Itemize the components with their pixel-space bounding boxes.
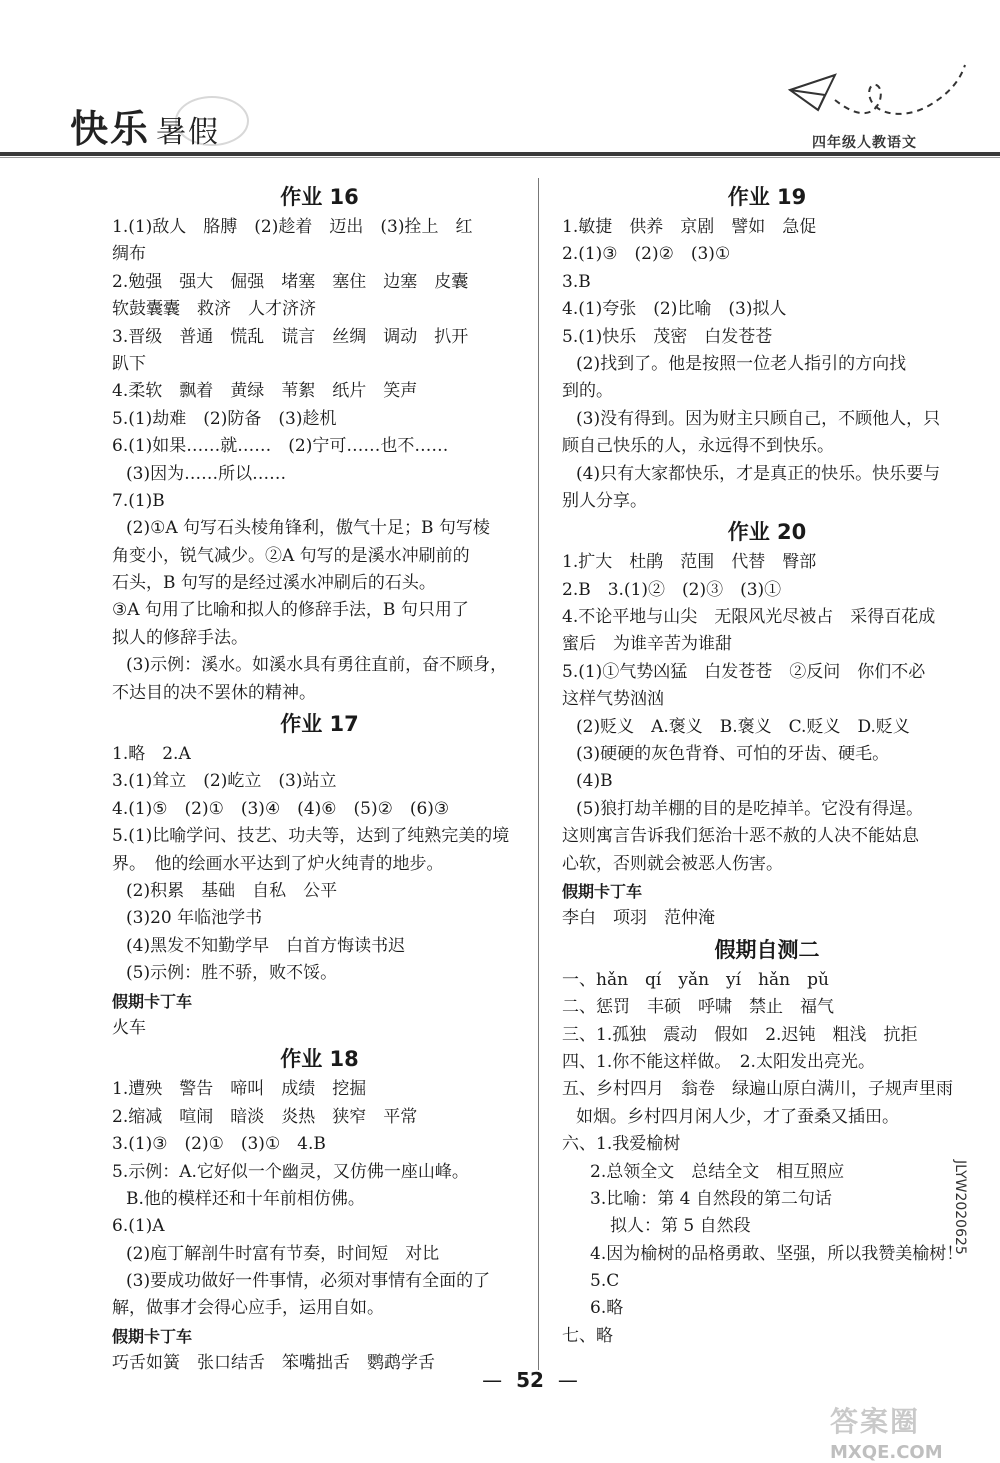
answer-line: 拟人的修辞手法。 — [112, 627, 248, 648]
answer-line: 2.B 3.(1)② (2)③ (3)① — [562, 579, 782, 600]
subsection-heading: 假期卡丁车 — [562, 881, 643, 901]
answer-line: 2.勉强 强大 倔强 堵塞 塞住 边塞 皮囊 — [112, 271, 469, 292]
answer-line: 4.(1)夸张 (2)比喻 (3)拟人 — [562, 299, 787, 320]
header-rule-thin — [0, 157, 1000, 158]
answer-line: 别人分享。 — [562, 490, 647, 511]
answer-line: 到的。 — [562, 381, 613, 402]
answer-line: 2.总领全文 总结全文 相互照应 — [590, 1161, 845, 1182]
answer-line: 3.(1)耸立 (2)屹立 (3)站立 — [112, 771, 337, 792]
answer-line: 7.(1)B — [112, 490, 165, 511]
answer-line: 心软，否则就会被恶人伤害。 — [562, 853, 783, 874]
answer-line: 1.扩大 杜鹃 范围 代替 臀部 — [562, 552, 817, 573]
answer-line: 6.(1)A — [112, 1216, 165, 1237]
answer-line: (4)只有大家都快乐，才是真正的快乐。快乐要与 — [576, 463, 941, 484]
answer-line: (2)贬义 A.褒义 B.褒义 C.贬义 D.贬义 — [576, 716, 910, 737]
answer-line: B.他的模样还和十年前相仿佛。 — [126, 1188, 365, 1209]
answer-line: 2.(1)③ (2)② (3)① — [562, 244, 731, 265]
header-rule — [0, 152, 1000, 156]
answer-line: 石头，B 句写的是经过溪水冲刷后的石头。 — [112, 573, 436, 594]
answer-line: (4)黑发不知勤学早 白首方悔读书迟 — [126, 935, 406, 956]
answer-line: 5.(1)比喻学问、技艺、功夫等，达到了纯熟完美的境 — [112, 826, 510, 847]
answer-line: 李白 项羽 范仲淹 — [562, 908, 715, 929]
answer-line: (3)要成功做好一件事情，必须对事情有全面的了 — [126, 1271, 491, 1292]
page-number: 52 — [516, 1368, 544, 1392]
answer-line: 5.(1)①气势凶猛 白发苍苍 ②反问 你们不必 — [562, 661, 926, 682]
answer-line: 巧舌如簧 张口结舌 笨嘴拙舌 鹦鹉学舌 — [112, 1353, 435, 1374]
page-header — [0, 0, 1000, 160]
answer-line: 一、hǎn qí yǎn yí hǎn pǔ — [562, 969, 829, 990]
subsection-heading: 假期卡丁车 — [112, 991, 193, 1011]
brand-text-main: 快乐 — [70, 107, 151, 151]
answer-line: (3)20 年临池学书 — [126, 908, 263, 929]
answer-line: 拟人：第 5 自然段 — [610, 1216, 751, 1237]
answer-line: (3)因为……所以…… — [126, 463, 287, 484]
section-title: 作业 20 — [727, 520, 807, 545]
answer-line: 不达目的决不罢休的精神。 — [112, 682, 316, 703]
answer-line: 解，做事才会得心应手，运用自如。 — [112, 1298, 384, 1319]
brand-text-sub: 暑假 — [156, 115, 221, 150]
answer-line: (5)狼打劫羊棚的目的是吃掉羊。它没有得逞。 — [576, 798, 924, 819]
section-title: 作业 17 — [280, 712, 359, 737]
answer-line: 5.示例：A.它好似一个幽灵，又仿佛一座山峰。 — [112, 1161, 469, 1182]
watermark-bottom: MXQE.COM — [830, 1442, 943, 1463]
answer-line: 1.略 2.A — [112, 744, 191, 765]
footer-dash-right: — — [557, 1368, 578, 1392]
answer-line: 二、惩罚 丰硕 呼啸 禁止 福气 — [562, 997, 834, 1018]
section-title: 作业 16 — [280, 185, 359, 209]
section-title: 作业 19 — [727, 185, 807, 209]
answer-line: 1.(1)敌人 胳膊 (2)趁着 迈出 (3)拴上 红 — [112, 217, 473, 237]
answers-left-column — [112, 180, 527, 1378]
section-title: 假期自测二 — [714, 937, 820, 962]
answer-line: (3)硬硬的灰色背脊、可怕的牙齿、硬毛。 — [576, 744, 890, 765]
answer-line: (2)积累 基础 自私 公平 — [126, 880, 338, 901]
answer-line: 如烟。乡村四月闲人少，才了蚕桑又插田。 — [576, 1106, 899, 1127]
paper-plane-icon — [780, 60, 980, 130]
answer-line: 5.C — [590, 1271, 620, 1292]
answer-line: 五、乡村四月 翁卷 绿遍山原白满川，子规声里雨 — [562, 1079, 953, 1100]
watermark-top: 答案圈 — [830, 1405, 921, 1438]
answer-line: 6.(1)如果……就…… (2)宁可……也不…… — [112, 436, 449, 457]
answer-line: 顾自己快乐的人，永远得不到快乐。 — [562, 436, 834, 457]
answer-line: (5)示例：胜不骄，败不馁。 — [126, 963, 338, 984]
answer-line: (2)庖丁解剖牛时富有节奏，时间短 对比 — [126, 1243, 440, 1264]
watermark-logo — [830, 1400, 943, 1463]
answers-right-column — [562, 180, 972, 1350]
answer-line: 火车 — [112, 1017, 146, 1038]
answer-line: ③A 句用了比喻和拟人的修辞手法，B 句只用了 — [112, 600, 469, 621]
section-title: 作业 18 — [280, 1047, 359, 1072]
answer-line: 3.比喻：第 4 自然段的第二句话 — [590, 1188, 832, 1209]
answer-line: 4.因为榆树的品格勇敢、坚强，所以我赞美榆树！ — [590, 1243, 964, 1264]
answer-line: 4.(1)⑤ (2)① (3)④ (4)⑥ (5)② (6)③ — [112, 798, 450, 819]
answer-line: (4)B — [576, 771, 613, 792]
footer-dash-left: — — [482, 1368, 503, 1392]
answer-line: 这样气势汹汹 — [562, 689, 664, 710]
answer-line: 3.B — [562, 271, 591, 292]
answer-line: (2)①A 句写石头棱角锋利，傲气十足；B 句写棱 — [126, 518, 490, 539]
answer-line: 三、1.孤独 震动 假如 2.迟钝 粗浅 抗拒 — [562, 1024, 918, 1045]
column-divider — [538, 178, 539, 1370]
answer-line: 3.(1)③ (2)① (3)① 4.B — [112, 1134, 326, 1155]
subsection-heading: 假期卡丁车 — [112, 1326, 193, 1346]
page-number-footer — [0, 1368, 1000, 1392]
answer-line: (2)找到了。他是按照一位老人指引的方向找 — [576, 353, 907, 374]
answer-line: 七、略 — [562, 1325, 613, 1346]
answer-line: 6.略 — [590, 1298, 624, 1319]
answer-line: 1.遭殃 警告 啼叫 成绩 挖掘 — [112, 1079, 367, 1100]
answer-line: 4.柔软 飘着 黄绿 苇絮 纸片 笑声 — [112, 381, 418, 402]
answer-line: 5.(1)快乐 茂密 白发苍苍 — [562, 326, 773, 347]
answer-line: 绸布 — [112, 244, 146, 265]
answer-line: 3.晋级 普通 慌乱 谎言 丝绸 调动 扒开 — [112, 326, 469, 347]
answer-line: 趴下 — [112, 353, 146, 374]
answer-line: 角变小，锐气减少。②A 句写的是溪水冲刷前的 — [112, 545, 470, 566]
brand-logo — [70, 98, 220, 153]
grade-label: 四年级人教语文 — [812, 135, 917, 151]
answer-line: 六、1.我爱榆树 — [562, 1134, 681, 1155]
answer-line: 四、1.你不能这样做。 2.太阳发出亮光。 — [562, 1051, 875, 1072]
answer-line: 蜜后 为谁辛苦为谁甜 — [562, 634, 732, 655]
answer-line: 软鼓囊囊 救济 人才济济 — [112, 299, 316, 320]
answer-line: 2.缩减 喧闹 暗淡 炎热 狭窄 平常 — [112, 1106, 418, 1127]
answer-line: 这则寓言告诉我们惩治十恶不赦的人决不能姑息 — [562, 826, 919, 847]
answer-line: 5.(1)劫难 (2)防备 (3)趁机 — [112, 408, 337, 429]
answer-line: (3)示例：溪水。如溪水具有勇往直前，奋不顾身， — [126, 655, 508, 676]
answer-line: 4.不论平地与山尖 无限风光尽被占 采得百花成 — [562, 607, 936, 628]
answer-line: 1.敏捷 供养 京剧 譬如 急促 — [562, 217, 817, 237]
side-code: JLYW2020625 — [952, 1160, 968, 1255]
answer-line: (3)没有得到。因为财主只顾自己，不顾他人，只 — [576, 408, 941, 429]
answer-line: 界。 他的绘画水平达到了炉火纯青的地步。 — [112, 853, 444, 874]
